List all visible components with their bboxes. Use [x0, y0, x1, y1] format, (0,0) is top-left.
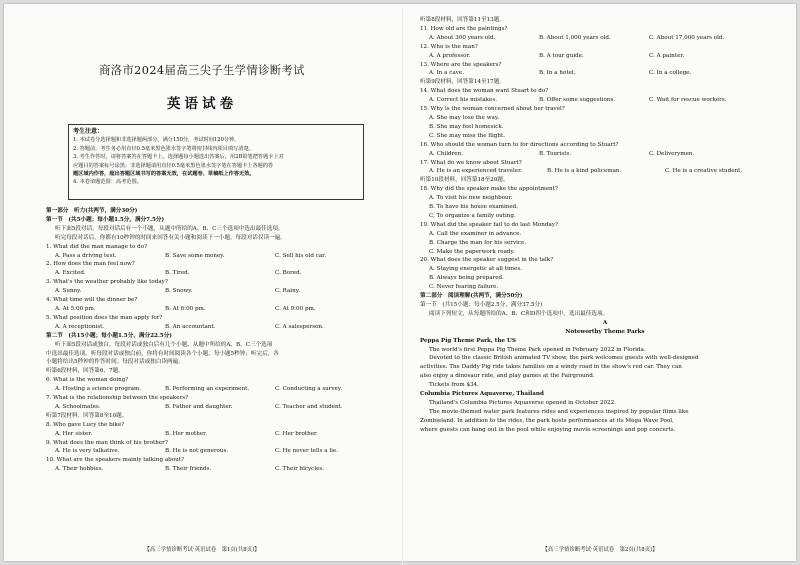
options-11 [420, 34, 790, 43]
directions: 听下面5段对话或独白。每段对话或独白后有几个小题，从题中所给的A、B、C三个选项 [55, 341, 273, 348]
notice-item: 题区域内作答，超出答题区域书写的答案无效，在试题卷、草稿纸上作答无效。 [73, 171, 255, 178]
option-b: B. Her mother. [165, 430, 207, 437]
question-5: 5. What position does the man apply for? [46, 314, 163, 321]
passage-title: Noteworthy Theme Parks [565, 328, 645, 335]
option-c: C. She may miss the flight. [429, 132, 506, 139]
options-16 [420, 150, 790, 159]
options-6 [46, 385, 386, 394]
option-a: A. Call the examiner in advance. [429, 230, 522, 237]
option-b: B. Charge the man for his service. [429, 239, 527, 246]
option-b: B. To have his house examined. [429, 204, 519, 211]
park-title: Columbia Pictures Aquaverse, Thailand [420, 391, 544, 398]
option-c: C. Sell his old car. [275, 252, 326, 259]
options-14 [420, 96, 790, 105]
question-16: 16. Who should the woman turn to for directions according to Stuart? [420, 141, 619, 148]
section-heading: 第一节 (共5小题；每小题1.5分，满分7.5分) [46, 216, 165, 223]
material-note: 听第7段材料，回答第8至10题。 [46, 412, 128, 419]
question-7: 7. What is the relationship between the speakers? [46, 395, 189, 402]
options-10 [46, 465, 386, 474]
question-10: 10. What are the speakers mainly talking about? [46, 457, 184, 464]
option-b: B. In a hotel. [539, 70, 576, 77]
option-b: B. He is not generous. [165, 448, 229, 455]
exam-sheet [4, 4, 796, 561]
option-c: C. A painter. [649, 52, 685, 59]
exam-title: 商洛市2024届高三尖子生学情诊断考试 [99, 64, 305, 77]
notice-heading: 考生注意： [73, 128, 104, 135]
directions: 听下面5段对话。每段对话后有一个小题，从题中所给的A、B、C三个选项中选出最佳选项。 [55, 225, 284, 232]
passage-letter: A [602, 319, 608, 326]
option-c: C. Deliverymen. [649, 150, 695, 157]
notice-item: 3. 考生作答时，请将答案答在答题卡上。选择题每小题选出答案后，用2B铅笔把答题卡上对 [73, 154, 284, 161]
option-c: C. Bored. [275, 270, 302, 277]
option-a: A. Hosting a science program. [55, 386, 142, 393]
option-c: C. Teacher and student. [275, 403, 343, 410]
options-5 [46, 323, 386, 332]
option-c: C. Never fearing failure. [429, 284, 499, 291]
options-1 [46, 252, 386, 261]
option-a: A. About 300 years old. [429, 34, 496, 41]
listening-section-continued [420, 16, 790, 435]
passage-text: Zombieland. In addition to the rides, the park hosts performances at its Mega Wave Pool, [420, 417, 674, 424]
option-a: A. Their hobbies. [55, 466, 104, 473]
option-c: C. He never tells a lie. [275, 448, 339, 455]
question-8: 8. Who gave Lucy the bike? [46, 421, 125, 428]
option-a: A. Children. [429, 150, 464, 157]
options-9 [46, 447, 386, 456]
notice-item: 应题目的答案标号涂黑；非选择题请用直径0.5毫米黑色墨水签字笔在答题卡上各题的答 [73, 162, 274, 169]
passage-text: Thailand's Columbia Pictures Aquaverse opened in October 2022. [429, 399, 617, 406]
option-c: C. At 9:00 pm. [275, 305, 316, 312]
passage-text: where guests can hang out in the pool while enjoying movie screenings and pop concerts. [420, 426, 676, 433]
question-4: 4. What time will the dinner be? [46, 297, 138, 304]
option-a: A. He is very talkative. [55, 448, 120, 455]
option-a: A. A receptionist. [55, 323, 105, 330]
option-b: B. He is a kind policeman. [547, 168, 622, 175]
question-18: 18. Why did the speaker make the appointment? [420, 186, 558, 193]
option-b: B. Save some money. [165, 252, 225, 259]
passage-text: Tickets from $34. [429, 382, 479, 389]
notice-item: 1. 本试卷分选择题和非选择题两部分。满分150分，考试时间120分钟。 [73, 137, 240, 144]
question-15: 15. Why is the woman concerned about her travel? [420, 106, 565, 113]
option-c: C. About 17,000 years old. [649, 34, 725, 41]
section-heading: 第二节 (共15小题；每小题1.5分，满分22.5分) [46, 332, 172, 339]
question-20: 20. What does the speaker suggest in the talk? [420, 257, 554, 264]
notice-item: 2. 答题前，考生务必用直径0.5毫米黑色墨水签字笔将密封线内项目填写清楚。 [73, 145, 254, 152]
options-13 [420, 69, 790, 78]
option-c: C. Her brother. [275, 430, 318, 437]
option-a: A. At 5:00 pm. [55, 305, 96, 312]
options-8 [46, 430, 386, 439]
listening-section [46, 207, 386, 474]
option-a: A. Staying energetic at all times. [429, 266, 523, 273]
option-c: C. To organize a family outing. [429, 212, 516, 219]
option-c: C. He is a creative student. [665, 168, 743, 175]
notice-item: 4. 本卷命题范围：高考范围。 [73, 179, 142, 186]
options-17 [420, 167, 790, 176]
option-c: C. Make the paperwork ready. [429, 248, 515, 255]
question-6: 6. What is the woman doing? [46, 377, 129, 384]
option-b: B. Tired. [165, 270, 190, 277]
options-4 [46, 305, 386, 314]
question-1: 1. What did the man manage to do? [46, 243, 148, 250]
option-a: A. Pass a driving test. [55, 252, 117, 259]
option-a: A. He is an experienced traveler. [429, 168, 522, 175]
option-c: C. A salesperson. [275, 323, 324, 330]
page-2 [404, 4, 796, 561]
question-2: 2. How does the man feel now? [46, 261, 135, 268]
option-b: B. An accountant. [165, 323, 216, 330]
option-a: A. A professor. [429, 52, 471, 59]
part-heading: 第一部分 听力(共两节，满分30分) [46, 208, 138, 214]
park-title: Peppa Pig Theme Park, the US [420, 337, 516, 344]
directions: 小题将给出5秒钟的作答时间。每段对话或独白读两遍。 [46, 359, 184, 366]
question-9: 9. What does the man think of his brother? [46, 439, 168, 446]
options-12 [420, 52, 790, 61]
material-note: 听第9段材料，回答第14至17题。 [420, 79, 505, 86]
question-11: 11. How old are the paintings? [420, 25, 508, 32]
page-divider [402, 8, 403, 565]
option-b: B. Performing an experiment. [165, 386, 250, 393]
options-2 [46, 269, 386, 278]
material-note: 听第8段材料，回答第11至13题。 [420, 17, 505, 23]
option-b: B. Always being prepared. [429, 275, 504, 282]
page-footer: 【高三学情诊断考试·英语试卷 第2页(共8页)】 [542, 547, 658, 553]
material-note: 听第6段材料，回答第6、7题。 [46, 368, 124, 375]
option-c: C. Wait for rescue workers. [649, 97, 727, 104]
question-19: 19. What did the speaker fail to do last Monday? [420, 221, 558, 228]
passage-text: Devoted to the classic British animated TV show, the park welcomes guests with well-designed [429, 355, 699, 362]
question-17: 17. What do we know about Stuart? [420, 159, 522, 166]
directions: 阅读下列短文，从每题所给的A、B、C和D四个选项中，选出最佳选项。 [429, 310, 609, 317]
option-c: C. Rainy. [275, 288, 300, 295]
options-7 [46, 403, 386, 412]
directions: 中选出最佳选项。听每段对话或独白前，你将有时间阅读各个小题，每小题5秒钟；听完后，各 [46, 350, 279, 357]
option-b: B. She may feel homesick. [429, 123, 504, 130]
option-a: A. In a cave. [429, 70, 465, 77]
option-b: B. Tourists. [539, 150, 572, 157]
option-b: B. Their friends. [165, 466, 212, 473]
option-a: A. To visit his new neighbour. [429, 195, 513, 202]
notice-box [68, 124, 364, 200]
passage-text: also enjoy a dinosaur ride, and play games at the Fairground. [420, 373, 595, 380]
passage-text: The world's first Peppa Pig Theme Park opened in February 2022 in Florida. [429, 346, 646, 353]
exam-subtitle: 英语试卷 [166, 96, 238, 112]
page-1 [4, 4, 400, 561]
option-b: B. At 6:00 pm. [165, 305, 206, 312]
material-note: 听第10段材料，回答第18至20题。 [420, 177, 509, 184]
option-a: A. She may lose the way. [429, 114, 500, 121]
option-a: A. Excited. [55, 270, 86, 277]
option-c: C. Conducting a survey. [275, 386, 343, 393]
page-footer: 【高三学情诊断考试·英语试卷 第1页(共8页)】 [144, 547, 260, 553]
section-heading: 第一节 (共15小题；每小题2.5分，满分37.5分) [420, 302, 543, 308]
part-heading: 第二部分 阅读理解(共两节，满分50分) [420, 293, 523, 300]
question-13: 13. Where are the speakers? [420, 61, 502, 68]
option-b: B. Offer some suggestions. [539, 97, 616, 104]
directions: 听完每段对话后，你都有10秒钟的时间来回答有关小题和阅读下一小题。每段对话仅读一遍。 [55, 234, 286, 241]
question-3: 3. What's the weather probably like today? [46, 279, 168, 286]
option-b: B. A tour guide. [539, 52, 584, 59]
question-12: 12. Who is the man? [420, 43, 478, 50]
option-a: A. Correct his mistakes. [429, 97, 497, 104]
option-b: B. About 1,000 years old. [539, 34, 611, 41]
option-b: B. Snowy. [165, 288, 193, 295]
passage-text: The movie-themed water park features rides and experiences inspired by popular films like [429, 408, 689, 415]
option-b: B. Father and daughter. [165, 403, 233, 410]
options-3 [46, 287, 386, 296]
option-a: A. Her sister. [55, 430, 93, 437]
option-c: C. In a college. [649, 70, 692, 77]
question-14: 14. What does the woman want Stuart to do? [420, 88, 549, 95]
passage-text: activities. The Daddy Pig ride takes families on a windy road in the show's red car. They can [420, 364, 682, 371]
option-c: C. Their bicycles. [275, 466, 325, 473]
option-a: A. Sunny. [55, 288, 82, 295]
option-a: A. Schoolmates. [55, 403, 101, 410]
